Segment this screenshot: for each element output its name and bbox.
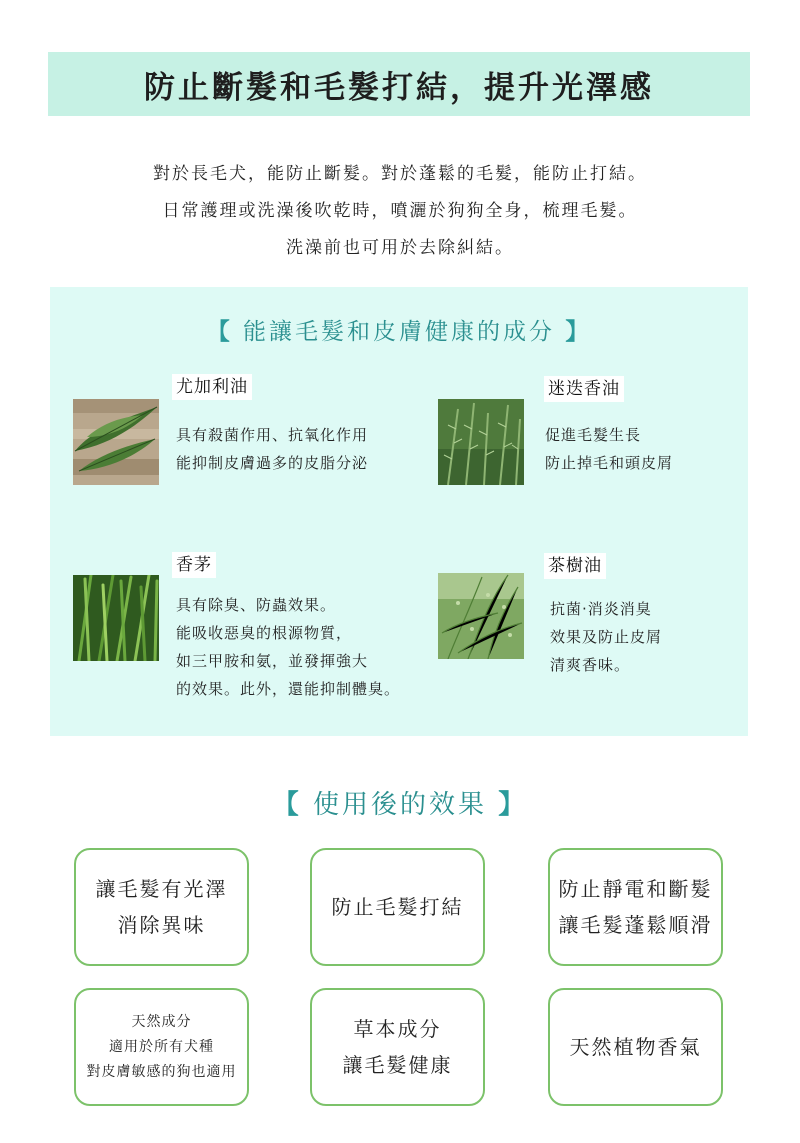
intro-line: 日常護理或洗澡後吹乾時，噴灑於狗狗全身，梳理毛髮。 (162, 201, 638, 221)
effect-line: 防止毛髮打結 (331, 895, 464, 919)
effect-line: 防止靜電和斷髮 (558, 877, 713, 901)
desc-line: 防止掉毛和頭皮屑 (545, 454, 674, 472)
ingredient-name: 香茅 (172, 552, 216, 578)
tea-tree-photo-icon (438, 573, 524, 659)
effect-card (310, 848, 485, 966)
effect-line: 天然植物香氣 (569, 1035, 702, 1059)
ingredients-title (50, 313, 748, 346)
effect-card (548, 848, 723, 966)
effect-line: 讓毛髮有光澤 (95, 877, 228, 901)
desc-line: 的效果。此外，還能抑制體臭。 (176, 680, 401, 698)
ingredients-title-text: 能讓毛髮和皮膚健康的成分 (243, 319, 555, 345)
effect-card (548, 988, 723, 1106)
desc-line: 促進毛髮生長 (545, 426, 642, 444)
effect-line: 草本成分 (353, 1017, 442, 1041)
lemongrass-photo-icon (73, 575, 159, 661)
ingredient-name: 迷迭香油 (544, 376, 624, 402)
bracket-close: 】 (498, 790, 528, 820)
bracket-open: 【 (272, 790, 302, 820)
effect-card (74, 848, 249, 966)
ingredient-description (176, 421, 368, 477)
effect-line: 天然成分 (131, 1013, 192, 1030)
effect-line: 適用於所有犬種 (109, 1038, 214, 1055)
effects-title-text: 使用後的效果 (312, 790, 487, 820)
effects-title (0, 784, 800, 821)
rosemary-photo-icon (438, 399, 524, 485)
effect-card (74, 988, 249, 1106)
ingredient-description (545, 421, 673, 477)
desc-line: 如三甲胺和氨，並發揮強大 (176, 652, 369, 670)
desc-line: 能吸收惡臭的根源物質， (176, 624, 353, 642)
effect-card (310, 988, 485, 1106)
eucalyptus-leaf-photo-icon (73, 399, 159, 485)
title-banner (48, 52, 750, 116)
ingredients-panel (50, 287, 748, 736)
ingredient-description (550, 595, 662, 679)
page-title: 防止斷髮和毛髮打結，提升光澤感 (144, 69, 654, 106)
intro-line: 對於長毛犬，能防止斷髮。對於蓬鬆的毛髮，能防止打結。 (153, 164, 647, 184)
desc-line: 具有殺菌作用、抗氧化作用 (176, 426, 369, 444)
desc-line: 具有除臭、防蟲效果。 (176, 596, 337, 614)
ingredient-name: 尤加利油 (172, 374, 252, 400)
desc-line: 抗菌‧消炎消臭 (550, 600, 652, 618)
desc-line: 能抑制皮膚過多的皮脂分泌 (176, 454, 369, 472)
bracket-close: 】 (565, 319, 592, 345)
desc-line: 清爽香味。 (550, 656, 631, 674)
effect-line: 對皮膚敏感的狗也適用 (86, 1063, 237, 1080)
effect-line: 消除異味 (117, 913, 206, 937)
desc-line: 效果及防止皮屑 (550, 628, 663, 646)
effect-line: 讓毛髮蓬鬆順滑 (558, 913, 713, 937)
effect-line: 讓毛髮健康 (342, 1053, 453, 1077)
ingredient-description (176, 591, 400, 703)
bracket-open: 【 (206, 319, 233, 345)
intro-text (0, 156, 800, 267)
intro-line: 洗澡前也可用於去除糾結。 (286, 238, 514, 258)
ingredient-name: 茶樹油 (544, 553, 606, 579)
